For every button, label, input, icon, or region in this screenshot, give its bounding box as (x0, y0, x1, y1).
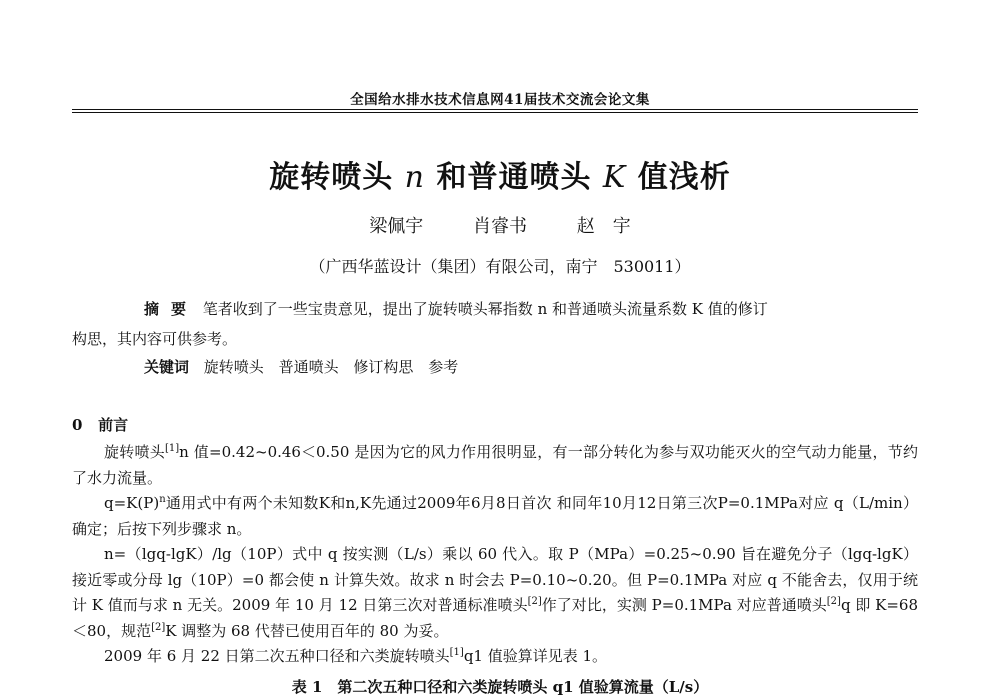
paragraph (72, 440, 918, 491)
author-name: 肖睿书 (473, 216, 527, 237)
keywords-label: 关键词 (144, 358, 190, 376)
citation: [2] (527, 596, 542, 607)
keyword: 修订构思 (353, 358, 414, 376)
citation: [2] (826, 596, 841, 607)
table-caption: 表 1 第二次五种口径和六类旋转喷头 q1 值验算流量（L/s） (291, 678, 709, 696)
text-run: n=（lgq-lgK）/lg（10P）式中 q 按实测（L/s）乘以 60 代入。取 P（MPa）=0.25~0.90 旨在避免分子（lgq-lgK）接近零或分母 lg（10P）=0 都会使 n 计算失效。故求 n 时会去 P=0.10~0.20。但 P=0.1MPa 对应 q 不能舍去，仅用于统计 K 值而与求 n 无关。2009 年 10 月 12 日第三次对普通标准喷头 (72, 545, 918, 614)
exponent: n (159, 494, 166, 505)
body-text (72, 440, 918, 670)
text-run: 作了对比，实测 P=0.1MPa 对应普通喷头 (541, 596, 827, 614)
author-name: 梁佩宇 (369, 216, 424, 237)
abstract-line: 构思，其内容可供参考。 (72, 330, 238, 348)
paragraph (72, 542, 918, 644)
keyword: 普通喷头 (278, 358, 339, 376)
title-part: 旋转喷头 (269, 160, 394, 195)
keyword: 参考 (428, 358, 459, 376)
text-run: 旋转喷头 (104, 443, 165, 461)
text-run: 2009 年 6 月 22 日第二次五种口径和六类旋转喷头 (104, 647, 450, 665)
abstract-text: 笔者收到了一些宝贵意见，提出了旋转喷头幂指数 n 和普通喷头流量系数 K 值的修订 (202, 300, 768, 318)
text-run: 通用式中有两个未知数K和n,K先通过2009年6月8日首次 和同年10月12日第三次P=0.1MPa对应 q（L/min）确定；后按下列步骤求 n。 (72, 494, 918, 538)
title-part: 和普通喷头 (436, 160, 592, 195)
abstract (72, 294, 918, 354)
keywords (144, 356, 468, 377)
header-rule (72, 109, 918, 113)
keyword: 旋转喷头 (203, 358, 264, 376)
paragraph (72, 491, 918, 542)
text-run: q 即 K=68＜80，规范 (72, 596, 918, 640)
text-run: q=K(P) (104, 494, 160, 512)
section-heading (72, 414, 128, 435)
affiliation: （广西华蓝设计（集团）有限公司，南宁 530011） (309, 257, 691, 276)
paper-title (0, 152, 1000, 196)
citation: [1] (449, 647, 464, 658)
citation: [2] (151, 621, 166, 633)
title-part: 值浅析 (637, 160, 731, 195)
abstract-label: 摘要 (144, 300, 199, 318)
citation: [1] (164, 443, 180, 454)
section-number: 0 (72, 416, 83, 434)
paragraph (72, 644, 918, 670)
title-variable-n: n (404, 160, 425, 195)
text-run: K 调整为 68 代替已使用百年的 80 为妥。 (165, 621, 449, 640)
abstract-line (72, 294, 918, 324)
title-variable-k: K (602, 160, 627, 195)
text-run: n 值=0.42~0.46＜0.50 是因为它的风力作用很明显，有一部分转化为参与双功能灭火的空气动力能量，节约了水力流量。 (72, 443, 918, 487)
section-title: 前言 (98, 416, 129, 434)
text-run: q1 值验算详见表 1。 (463, 647, 608, 665)
author-name: 赵 宇 (576, 216, 631, 237)
running-header: 全国给水排水技术信息网41届技术交流会论文集 (350, 92, 650, 108)
author-list (0, 212, 1000, 238)
